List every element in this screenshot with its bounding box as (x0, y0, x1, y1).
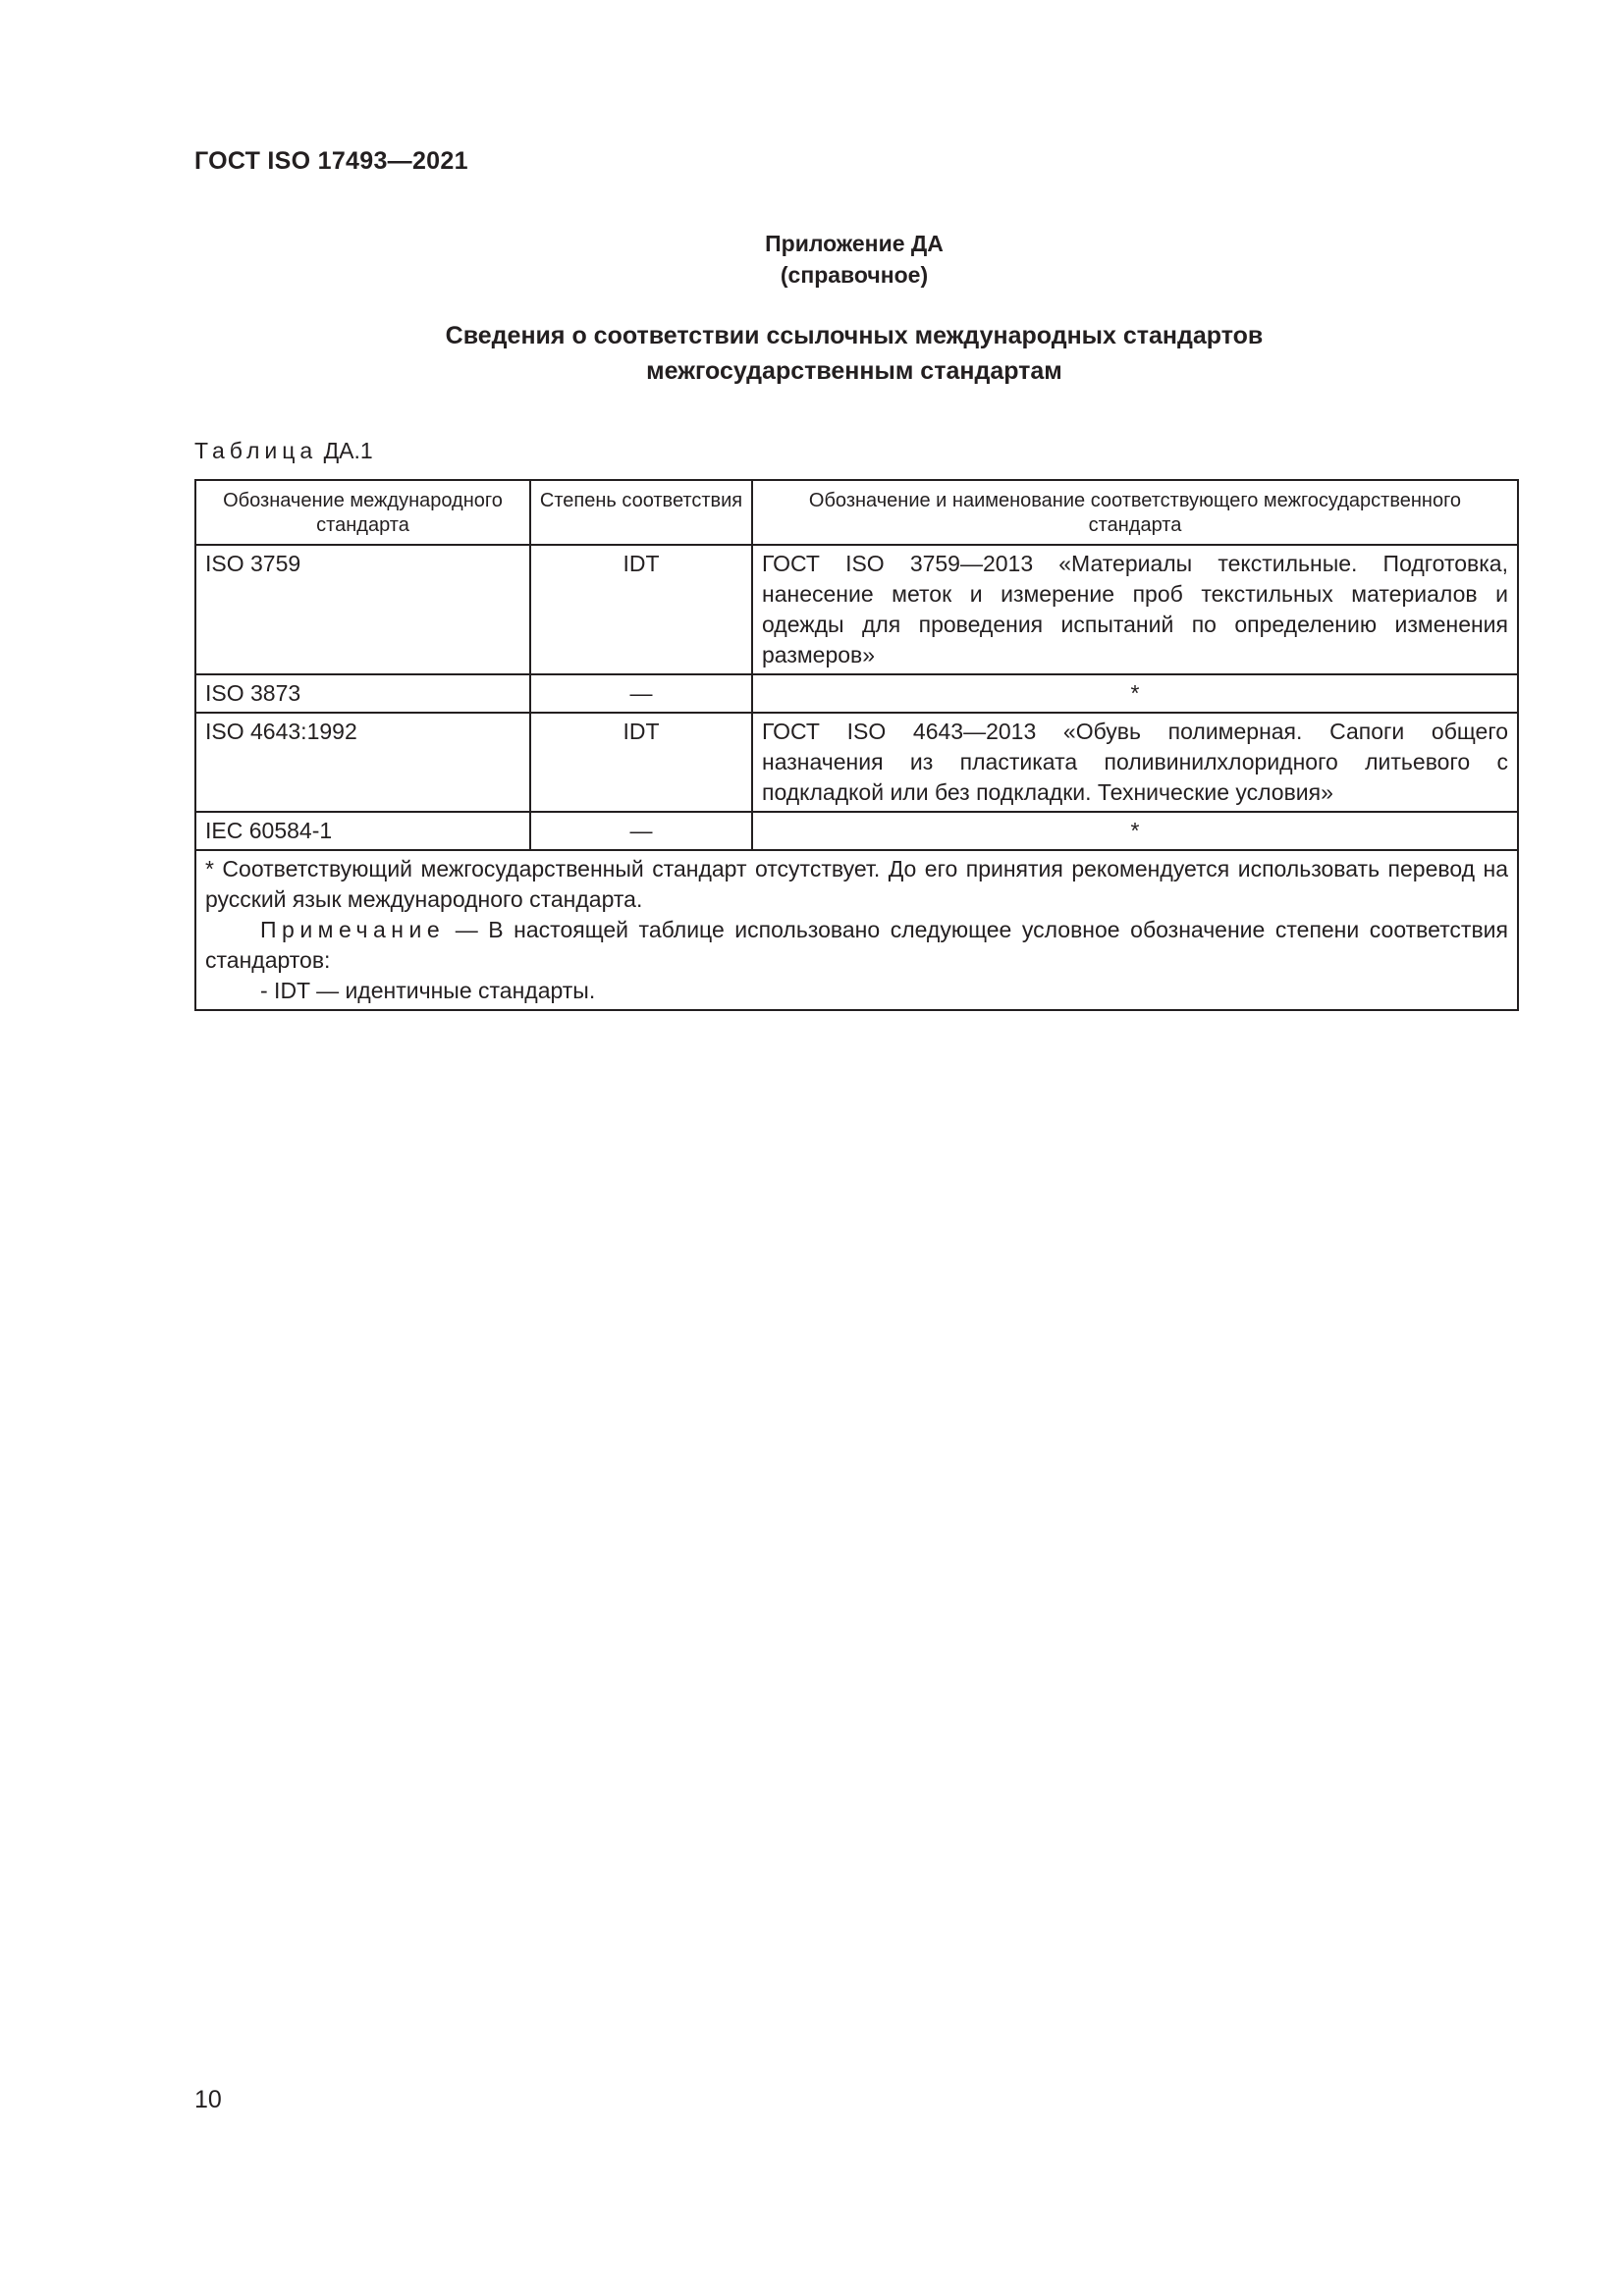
table-row (195, 674, 1518, 713)
table-row (195, 545, 1518, 674)
cell-degree: IDT (530, 713, 752, 812)
cell-national-standard: ГОСТ ISO 4643—2013 «Обувь полимерная. Сапоги общего назначения из пластиката поливинилхлоридного литьевого с подкладкой или без подкладки. Технические условия» (752, 713, 1518, 812)
section-title-line-1: Сведения о соответствии ссылочных международных стандартов (445, 322, 1264, 349)
table-note-list-item: - IDT — идентичные стандарты. (260, 978, 596, 1003)
section-title (0, 318, 1624, 389)
table-note-label: Примечание (260, 917, 446, 942)
cell-international-standard: ISO 3873 (195, 674, 530, 713)
correspondence-table (194, 479, 1519, 1011)
appendix-heading (0, 228, 1624, 291)
appendix-kind: (справочное) (780, 262, 929, 288)
table-header-row (195, 480, 1518, 545)
cell-national-standard: * (752, 674, 1518, 713)
table-footnote-cell (195, 850, 1518, 1010)
header-degree-of-correspondence: Степень соответствия (530, 480, 752, 545)
table-caption-label: Таблица (194, 438, 318, 463)
table-footnote: * Соответствующий межгосударственный стандарт отсутствует. До его принятия рекомендуется использовать перевод на русский язык международного стандарта. (205, 856, 1508, 912)
cell-degree: — (530, 812, 752, 850)
table-row (195, 713, 1518, 812)
cell-national-standard: ГОСТ ISO 3759—2013 «Материалы текстильные. Подготовка, нанесение меток и измерение проб текстильных материалов и одежды для проведения испытаний по определению изменения размеров» (752, 545, 1518, 674)
table-caption-number: ДА.1 (323, 438, 373, 463)
appendix-title: Приложение ДА (765, 231, 944, 256)
cell-international-standard: IEC 60584-1 (195, 812, 530, 850)
page-number: 10 (194, 2086, 222, 2113)
cell-international-standard: ISO 3759 (195, 545, 530, 674)
cell-degree: — (530, 674, 752, 713)
cell-national-standard: * (752, 812, 1518, 850)
table-caption (194, 438, 373, 464)
cell-international-standard: ISO 4643:1992 (195, 713, 530, 812)
table-row (195, 812, 1518, 850)
cell-degree: IDT (530, 545, 752, 674)
table-footnote-row (195, 850, 1518, 1010)
table-note-text: — В настоящей таблице использовано следующее условное обозначение степени соответствия стандартов: (205, 917, 1508, 973)
header-national-standard: Обозначение и наименование соответствующего межгосударственного стандарта (752, 480, 1518, 545)
table-note (205, 915, 1508, 976)
document-code: ГОСТ ISO 17493—2021 (194, 147, 468, 175)
section-title-line-2: межгосударственным стандартам (646, 357, 1062, 385)
header-international-standard: Обозначение международного стандарта (195, 480, 530, 545)
